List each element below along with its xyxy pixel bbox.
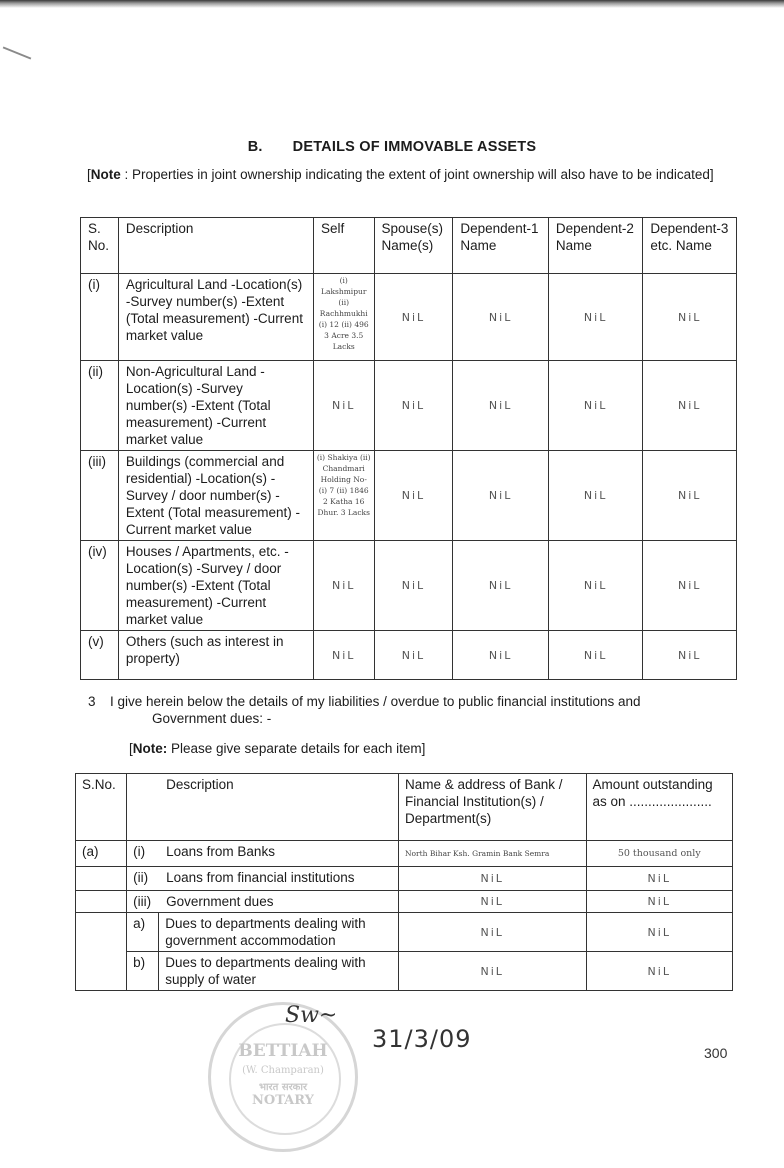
row-dep1-handwritten: NiL xyxy=(453,541,548,631)
header-description: Description xyxy=(127,774,399,841)
row-spouse-handwritten: NiL xyxy=(374,631,453,680)
section-heading: DETAILS OF IMMOVABLE ASSETS xyxy=(292,139,537,155)
row-spouse-handwritten: NiL xyxy=(374,274,453,361)
note-label: Note xyxy=(90,167,121,182)
row-sno: (a) xyxy=(76,841,127,867)
row-sub-number: b) xyxy=(127,952,159,991)
header-description: Description xyxy=(118,218,313,274)
row-description: Non-Agricultural Land -Location(s) -Survey number(s) -Extent (Total measurement) -Current market value xyxy=(118,361,313,451)
paragraph-number: 3 xyxy=(88,694,96,709)
row-self-handwritten: NiL xyxy=(313,361,374,451)
table-row xyxy=(81,541,737,631)
header-dependent-1: Dependent-1 Name xyxy=(453,218,548,274)
row-bank-handwritten: NiL xyxy=(398,952,586,991)
header-amount: Amount outstanding as on ...................... xyxy=(586,774,732,841)
joint-ownership-note: [Note : Properties in joint ownership indicating the extent of joint ownership will also have to be indicated] xyxy=(87,167,714,182)
stamp-line-3: भारत सरकार xyxy=(258,1082,308,1093)
row-description: Agricultural Land -Location(s) -Survey number(s) -Extent (Total measurement) -Current market value xyxy=(118,274,313,361)
row-bank-handwritten: NiL xyxy=(398,891,586,913)
row-sub-number: (iii) xyxy=(133,894,152,909)
note-text: : Properties in joint ownership indicating the extent of joint ownership will also have to be indicated] xyxy=(120,167,714,182)
row-self-handwritten: NiL xyxy=(313,541,374,631)
row-dep3-handwritten: NiL xyxy=(643,541,737,631)
row-description: Others (such as interest in property) xyxy=(118,631,313,680)
section-title xyxy=(0,139,784,155)
table-header-row xyxy=(76,774,733,841)
row-sub-number: (ii) xyxy=(133,870,149,885)
row-description: Dues to departments dealing with government accommodation xyxy=(159,913,399,952)
row-sno: (ii) xyxy=(81,361,119,451)
row-dep2-handwritten: NiL xyxy=(548,451,643,541)
row-spouse-handwritten: NiL xyxy=(374,451,453,541)
row-dep2-handwritten: NiL xyxy=(548,274,643,361)
stamp-line-1: BETTIAH xyxy=(238,1041,328,1061)
stamp-line-4: NOTARY xyxy=(252,1093,314,1108)
row-sno xyxy=(76,867,127,891)
row-description: Dues to departments dealing with supply of water xyxy=(159,952,399,991)
header-bank: Name & address of Bank / Financial Institution(s) / Department(s) xyxy=(398,774,586,841)
row-spouse-handwritten: NiL xyxy=(374,361,453,451)
table-row xyxy=(76,913,733,952)
row-sno: (iii) xyxy=(81,451,119,541)
header-sno: S. No. xyxy=(81,218,119,274)
row-dep1-handwritten: NiL xyxy=(453,451,548,541)
table-row xyxy=(76,952,733,991)
row-dep3-handwritten: NiL xyxy=(643,631,737,680)
row-sub-number: (i) xyxy=(133,844,146,859)
row-dep1-handwritten: NiL xyxy=(453,361,548,451)
row-amount-handwritten: NiL xyxy=(586,952,732,991)
row-description-text: Loans from financial institutions xyxy=(166,870,355,885)
row-spouse-handwritten: NiL xyxy=(374,541,453,631)
row-sub-number: a) xyxy=(127,913,159,952)
row-dep3-handwritten: NiL xyxy=(643,361,737,451)
row-sno xyxy=(76,913,127,991)
row-sno: (iv) xyxy=(81,541,119,631)
paragraph-line-1: I give herein below the details of my liabilities / overdue to public financial institutions and xyxy=(110,694,641,709)
row-description xyxy=(127,841,399,867)
row-amount-handwritten: NiL xyxy=(586,891,732,913)
note-label: Note: xyxy=(132,741,168,756)
row-sno: (i) xyxy=(81,274,119,361)
signature-date: 31/3/09 xyxy=(372,1025,472,1053)
page-number: 300 xyxy=(704,1045,728,1061)
immovable-assets-table xyxy=(80,217,737,680)
row-self-handwritten: NiL xyxy=(313,631,374,680)
row-dep3-handwritten: NiL xyxy=(643,274,737,361)
table-row xyxy=(81,361,737,451)
section-label: B. xyxy=(247,139,263,155)
scan-artifact xyxy=(3,46,32,59)
paragraph-line-2: Government dues: - xyxy=(152,711,272,726)
header-spouse: Spouse(s) Name(s) xyxy=(374,218,453,274)
table-row xyxy=(81,451,737,541)
row-sno xyxy=(76,891,127,913)
liabilities-paragraph xyxy=(88,693,641,727)
table-row xyxy=(76,891,733,913)
table-row xyxy=(76,867,733,891)
header-sno: S.No. xyxy=(76,774,127,841)
liabilities-table xyxy=(75,773,733,991)
scan-edge-shadow xyxy=(0,0,784,8)
row-dep2-handwritten: NiL xyxy=(548,541,643,631)
row-bank-handwritten: North Bihar Ksh. Gramin Bank Semra xyxy=(398,841,586,867)
row-amount-handwritten: NiL xyxy=(586,867,732,891)
row-description-text: Loans from Banks xyxy=(166,844,275,859)
header-dependent-2: Dependent-2 Name xyxy=(548,218,643,274)
header-dependent-3: Dependent-3 etc. Name xyxy=(643,218,737,274)
row-sno: (v) xyxy=(81,631,119,680)
row-dep1-handwritten: NiL xyxy=(453,274,548,361)
stamp-line-2: (W. Champaran) xyxy=(242,1065,324,1076)
table-row xyxy=(76,841,733,867)
row-description-text: Government dues xyxy=(166,894,274,909)
row-amount-handwritten: NiL xyxy=(586,913,732,952)
table-row xyxy=(81,631,737,680)
row-self-handwritten: (i) Lakshmipur (ii) Rachhmukhi (i) 12 (ii) 496 3 Acre 3.5 Lacks xyxy=(313,274,374,361)
separate-details-note: [Note: Please give separate details for each item] xyxy=(129,741,426,756)
row-dep3-handwritten: NiL xyxy=(643,451,737,541)
row-dep1-handwritten: NiL xyxy=(453,631,548,680)
row-description: Buildings (commercial and residential) -Location(s) -Survey / door number(s) -Extent (Total measurement) -Current market value xyxy=(118,451,313,541)
row-self-handwritten: (i) Shakiya (ii) Chandmari Holding No- (i) 7 (ii) 1846 2 Katha 16 Dhur. 3 Lacks xyxy=(313,451,374,541)
row-description xyxy=(127,891,399,913)
header-self: Self xyxy=(313,218,374,274)
row-description: Houses / Apartments, etc. -Location(s) -Survey / door number(s) -Extent (Total measurement) -Current market value xyxy=(118,541,313,631)
row-dep2-handwritten: NiL xyxy=(548,361,643,451)
row-amount-handwritten: 50 thousand only xyxy=(586,841,732,867)
table-row xyxy=(81,274,737,361)
row-bank-handwritten: NiL xyxy=(398,867,586,891)
row-description xyxy=(127,867,399,891)
row-bank-handwritten: NiL xyxy=(398,913,586,952)
signature: Sw~ xyxy=(285,1003,338,1028)
note-text: Please give separate details for each item] xyxy=(167,741,426,756)
table-header-row xyxy=(81,218,737,274)
row-dep2-handwritten: NiL xyxy=(548,631,643,680)
